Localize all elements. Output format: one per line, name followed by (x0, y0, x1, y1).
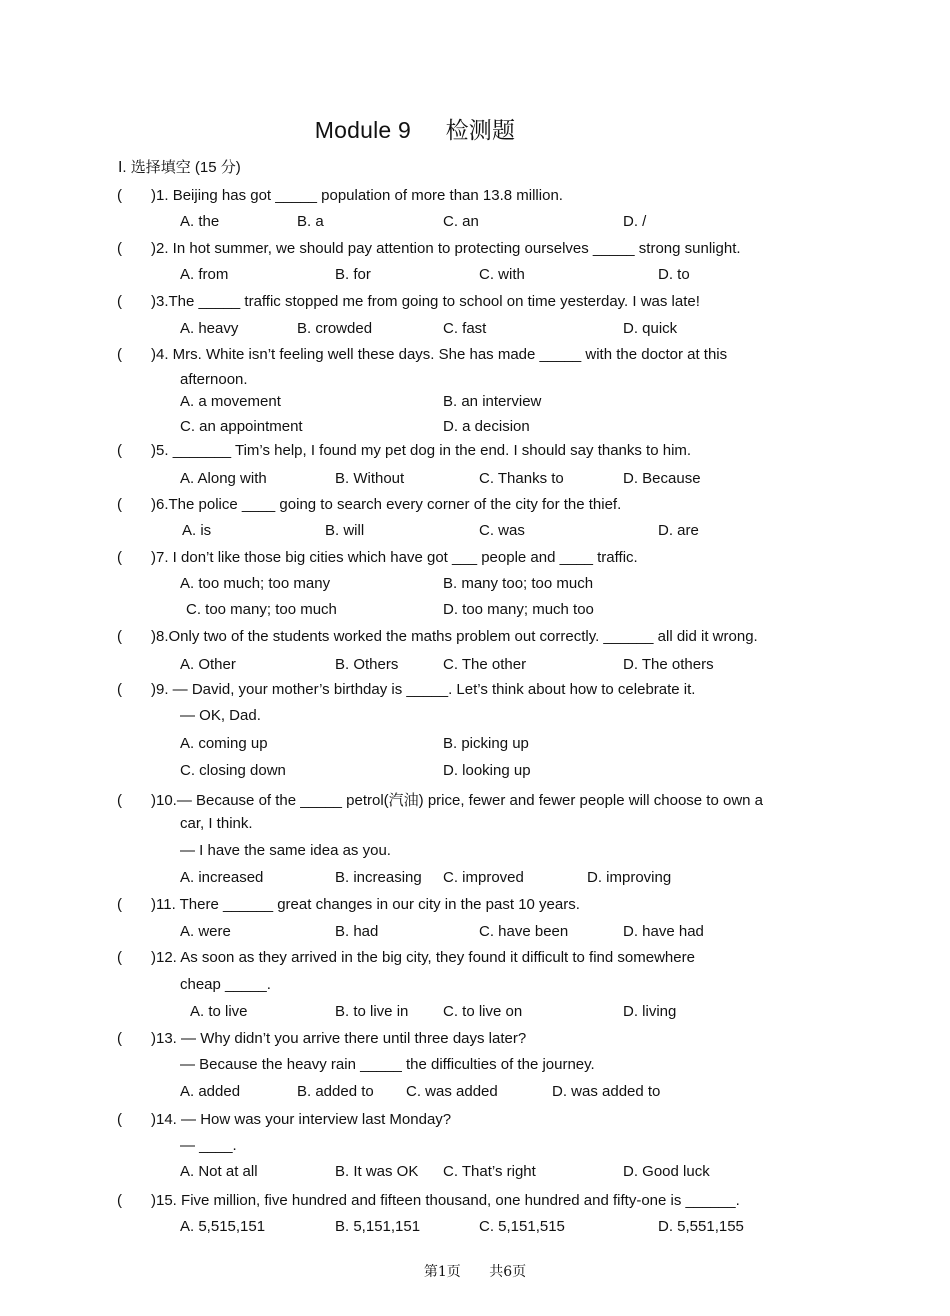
question-1 (117, 187, 563, 204)
question-6 (117, 496, 621, 513)
option-d: D. living (623, 1003, 677, 1020)
question-stem: As soon as they arrived in the big city, they found it difficult to find somewhere (180, 949, 695, 966)
answer-paren: ( (117, 240, 122, 257)
option-b: B. 5,151,151 (335, 1218, 421, 1235)
answer-paren: ( (117, 681, 122, 698)
question-continuation: cheap _____. (180, 976, 271, 993)
question-continuation: — I have the same idea as you. (180, 842, 391, 859)
question-number: )5. (151, 442, 169, 459)
option-b: B. It was OK (335, 1163, 419, 1180)
option-b: B. will (325, 522, 365, 539)
answer-paren: ( (117, 549, 122, 566)
question-continuation: — Because the heavy rain _____ the difficulties of the journey. (180, 1056, 595, 1073)
option-a: A. were (180, 923, 231, 940)
page-footer (0, 1261, 950, 1281)
question-stem: — How was your interview last Monday? (176, 1111, 452, 1128)
option-c: C. 5,151,515 (479, 1218, 565, 1235)
option-c: C. an (443, 213, 479, 230)
question-stem: There ______ great changes in our city in the past 10 years. (179, 896, 580, 913)
option-d: D. Good luck (623, 1163, 710, 1180)
module-title: Module 9 (314, 117, 411, 143)
option-d: D. The others (623, 656, 714, 673)
option-d: D. have had (623, 923, 704, 940)
option-a: A. increased (180, 869, 264, 886)
option-a: A. to live (190, 1003, 248, 1020)
option-b: B. to live in (335, 1003, 409, 1020)
question-number: )3. (151, 293, 169, 310)
option-c: C. with (479, 266, 525, 283)
question-12 (117, 949, 695, 966)
option-c: C. to live on (443, 1003, 523, 1020)
question-stem: — Because of the _____ petrol(汽油) price, fewer and fewer people will choose to own a (176, 792, 764, 809)
option-a: A. Other (180, 656, 236, 673)
question-number: )7. (151, 549, 169, 566)
question-stem: I don’t like those big cities which have got ___ people and ____ traffic. (168, 549, 638, 566)
question-number: )10. (151, 792, 177, 809)
option-a: A. too much; too many (180, 575, 331, 592)
answer-paren: ( (117, 293, 122, 310)
option-b: B. added to (297, 1083, 374, 1100)
answer-paren: ( (117, 949, 122, 966)
option-d: D. was added to (552, 1083, 661, 1100)
answer-paren: ( (117, 442, 122, 459)
option-d: D. to (658, 266, 690, 283)
option-c: C. have been (479, 923, 569, 940)
question-number: )15. (151, 1192, 177, 1209)
question-11 (117, 896, 580, 913)
answer-paren: ( (117, 1192, 122, 1209)
option-c: C. an appointment (180, 418, 303, 435)
option-c: C. was (479, 522, 525, 539)
module-subtitle: 检测题 (445, 117, 516, 143)
option-a: A. Not at all (180, 1163, 258, 1180)
option-d: D. looking up (443, 762, 531, 779)
question-continuation: car, I think. (180, 815, 253, 832)
option-b: B. for (335, 266, 371, 283)
question-number: )11. (151, 896, 176, 913)
option-b: B. a (297, 213, 324, 230)
question-stem: — David, your mother’s birthday is _____. Let’s think about how to celebrate it. (168, 681, 696, 698)
answer-paren: ( (117, 896, 122, 913)
option-b: B. an interview (443, 393, 542, 410)
page-number: 第1页 (423, 1264, 461, 1280)
question-stem: The _____ traffic stopped me from going to school on time yesterday. I was late! (168, 293, 700, 310)
option-c: C. too many; too much (186, 601, 337, 618)
option-b: B. picking up (443, 735, 529, 752)
option-a: A. 5,515,151 (180, 1218, 266, 1235)
option-c: C. fast (443, 320, 487, 337)
option-a: A. Along with (180, 470, 267, 487)
option-a: A. the (180, 213, 220, 230)
page-title (0, 112, 830, 145)
option-d: D. improving (587, 869, 672, 886)
answer-paren: ( (117, 628, 122, 645)
question-number: )2. (151, 240, 169, 257)
option-d: D. 5,551,155 (658, 1218, 744, 1235)
option-d: D. too many; much too (443, 601, 594, 618)
option-d: D. a decision (443, 418, 530, 435)
question-7 (117, 549, 638, 566)
question-number: )13. (151, 1030, 177, 1047)
question-continuation: — OK, Dad. (180, 707, 261, 724)
question-stem: Beijing has got _____ population of more than 13.8 million. (172, 187, 563, 204)
question-stem: Only two of the students worked the maths problem out correctly. ______ all did it wrong. (168, 628, 758, 645)
page-total: 共6页 (489, 1264, 527, 1280)
question-10 (117, 789, 763, 810)
question-stem: In hot summer, we should pay attention to protecting ourselves _____ strong sunlight. (168, 240, 741, 257)
question-number: )9. (151, 681, 169, 698)
question-number: )14. (151, 1111, 177, 1128)
option-a: A. coming up (180, 735, 268, 752)
option-c: C. closing down (180, 762, 286, 779)
option-b: B. Others (335, 656, 399, 673)
answer-paren: ( (117, 1030, 122, 1047)
question-15 (117, 1192, 740, 1209)
option-d: D. quick (623, 320, 678, 337)
question-8 (117, 628, 758, 645)
question-2 (117, 240, 741, 257)
question-continuation: — ____. (180, 1137, 237, 1154)
answer-paren: ( (117, 1111, 122, 1128)
answer-paren: ( (117, 496, 122, 513)
option-d: D. are (658, 522, 699, 539)
question-number: )12. (151, 949, 177, 966)
question-stem: _______ Tim’s help, I found my pet dog in the end. I should say thanks to him. (172, 442, 692, 459)
question-number: )1. (151, 187, 169, 204)
option-d: D. Because (623, 470, 701, 487)
option-b: B. many too; too much (443, 575, 594, 592)
option-a: A. added (180, 1083, 241, 1100)
option-b: B. Without (335, 470, 405, 487)
option-c: C. That’s right (443, 1163, 536, 1180)
question-stem: — Why didn’t you arrive there until three days later? (176, 1030, 527, 1047)
answer-paren: ( (117, 187, 122, 204)
question-9 (117, 681, 695, 698)
option-c: C. was added (406, 1083, 498, 1100)
question-stem: Five million, five hundred and fifteen thousand, one hundred and fifty-one is ______. (181, 1192, 740, 1209)
option-a: A. heavy (180, 320, 239, 337)
option-b: B. crowded (297, 320, 373, 337)
question-14 (117, 1111, 451, 1128)
question-number: )4. (151, 346, 169, 363)
question-number: )6. (151, 496, 169, 513)
question-5 (117, 442, 691, 459)
option-b: B. increasing (335, 869, 422, 886)
option-d: D. / (623, 213, 647, 230)
question-stem: Mrs. White isn’t feeling well these days. She has made _____ with the doctor at this (168, 346, 728, 363)
option-b: B. had (335, 923, 379, 940)
question-number: )8. (151, 628, 169, 645)
option-c: C. Thanks to (479, 470, 564, 487)
question-continuation: afternoon. (180, 371, 248, 388)
question-13 (117, 1030, 526, 1047)
option-c: C. The other (443, 656, 527, 673)
question-stem: The police ____ going to search every corner of the city for the thief. (168, 496, 622, 513)
section-heading: Ⅰ. 选择填空 (15 分) (118, 159, 241, 176)
question-4 (117, 346, 727, 363)
option-a: A. from (180, 266, 229, 283)
question-3 (117, 293, 700, 310)
answer-paren: ( (117, 346, 122, 363)
option-a: A. a movement (180, 393, 281, 410)
option-c: C. improved (443, 869, 524, 886)
answer-paren: ( (117, 792, 122, 809)
option-a: A. is (182, 522, 212, 539)
